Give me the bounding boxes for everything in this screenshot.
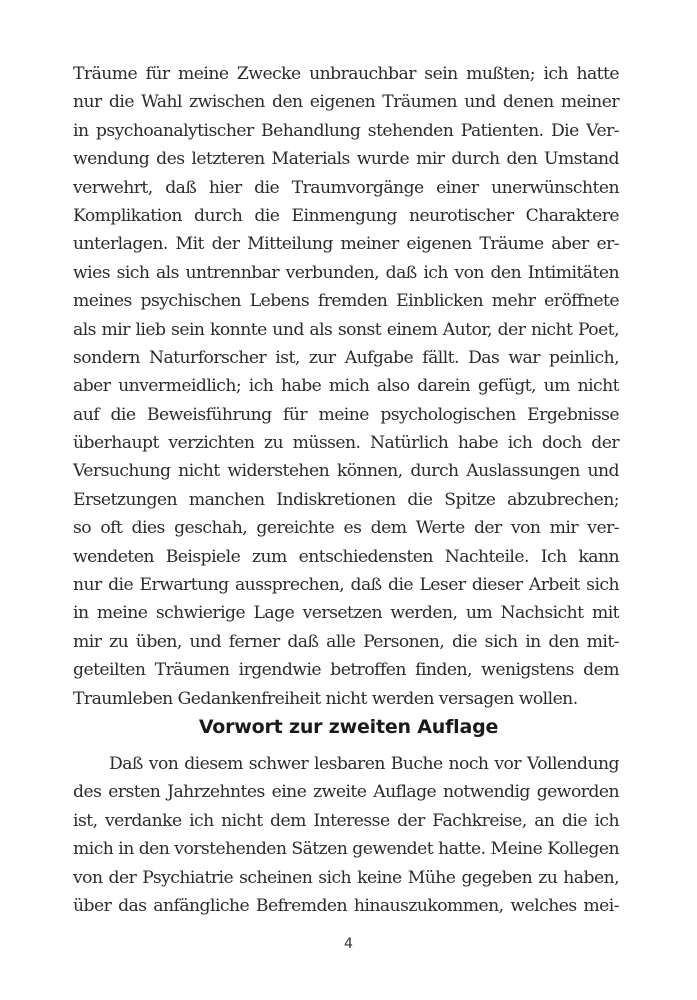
text-line: unterlagen. Mit der Mitteilung meiner eigenen Träume aber er- xyxy=(73,234,619,255)
text-line: überhaupt verzichten zu müssen. Natürlich habe ich doch der xyxy=(73,433,619,454)
text-line: mich in den vorstehenden Sätzen gewendet hatte. Meine Kollegen xyxy=(73,839,619,860)
text-line: ist, verdanke ich nicht dem Interesse der Fachkreise, an die ich xyxy=(73,810,619,831)
text-line: nur die Erwartung aussprechen, daß die Leser dieser Arbeit sich xyxy=(73,575,619,596)
section-heading: Vorwort zur zweiten Auflage xyxy=(198,715,499,738)
section-paragraph xyxy=(73,750,619,920)
text-line: in psychoanalytischer Behandlung stehenden Patienten. Die Ver- xyxy=(73,120,619,141)
text-line: von der Psychiatrie scheinen sich keine Mühe gegeben zu haben, xyxy=(73,867,619,888)
text-line: nur die Wahl zwischen den eigenen Träumen und denen meiner xyxy=(73,92,619,113)
page-number: 4 xyxy=(344,936,353,952)
text-line: geteilten Träumen irgendwie betroffen finden, wenigstens dem xyxy=(73,660,619,681)
text-line: verwehrt, daß hier die Traumvorgänge einer unerwünschten xyxy=(73,177,619,198)
text-line: Daß von diesem schwer lesbaren Buche noch vor Vollendung xyxy=(109,754,619,774)
text-line: Versuchung nicht widerstehen können, durch Auslassungen und xyxy=(73,461,619,482)
text-line: aber unvermeidlich; ich habe mich also darein gefügt, um nicht xyxy=(73,376,619,397)
text-line: in meine schwierige Lage versetzen werden, um Nachsicht mit xyxy=(73,603,619,624)
text-line: Ersetzungen manchen Indiskretionen die Spitze abzubrechen; xyxy=(73,489,619,510)
text-line: über das anfängliche Befremden hinauszukommen, welches mei- xyxy=(73,895,619,916)
text-line: meines psychischen Lebens fremden Einblicken mehr eröffnete xyxy=(73,291,619,312)
text-line: Traumleben Gedankenfreiheit nicht werden versagen wollen. xyxy=(73,688,578,709)
text-line: wendeten Beispiele zum entschiedensten Nachteile. Ich kann xyxy=(73,546,619,567)
text-line: auf die Beweisführung für meine psychologischen Ergebnisse xyxy=(73,404,619,425)
text-line: wies sich als untrennbar verbunden, daß ich von den Intimitäten xyxy=(73,262,619,283)
continuation-paragraph xyxy=(73,60,619,713)
text-line: als mir lieb sein konnte und als sonst einem Autor, der nicht Poet, xyxy=(73,319,619,340)
text-line: des ersten Jahrzehntes eine zweite Auflage notwendig geworden xyxy=(73,782,619,803)
text-line: wendung des letzteren Materials wurde mir durch den Umstand xyxy=(73,149,619,170)
text-line: so oft dies geschah, gereichte es dem Werte der von mir ver- xyxy=(73,518,619,539)
text-line: Komplikation durch die Einmengung neurotischer Charaktere xyxy=(73,205,619,226)
text-line: sondern Naturforscher ist, zur Aufgabe fällt. Das war peinlich, xyxy=(73,347,619,368)
text-line: mir zu üben, und ferner daß alle Personen, die sich in den mit- xyxy=(73,631,619,652)
text-line: Träume für meine Zwecke unbrauchbar sein mußten; ich hatte xyxy=(73,64,619,84)
